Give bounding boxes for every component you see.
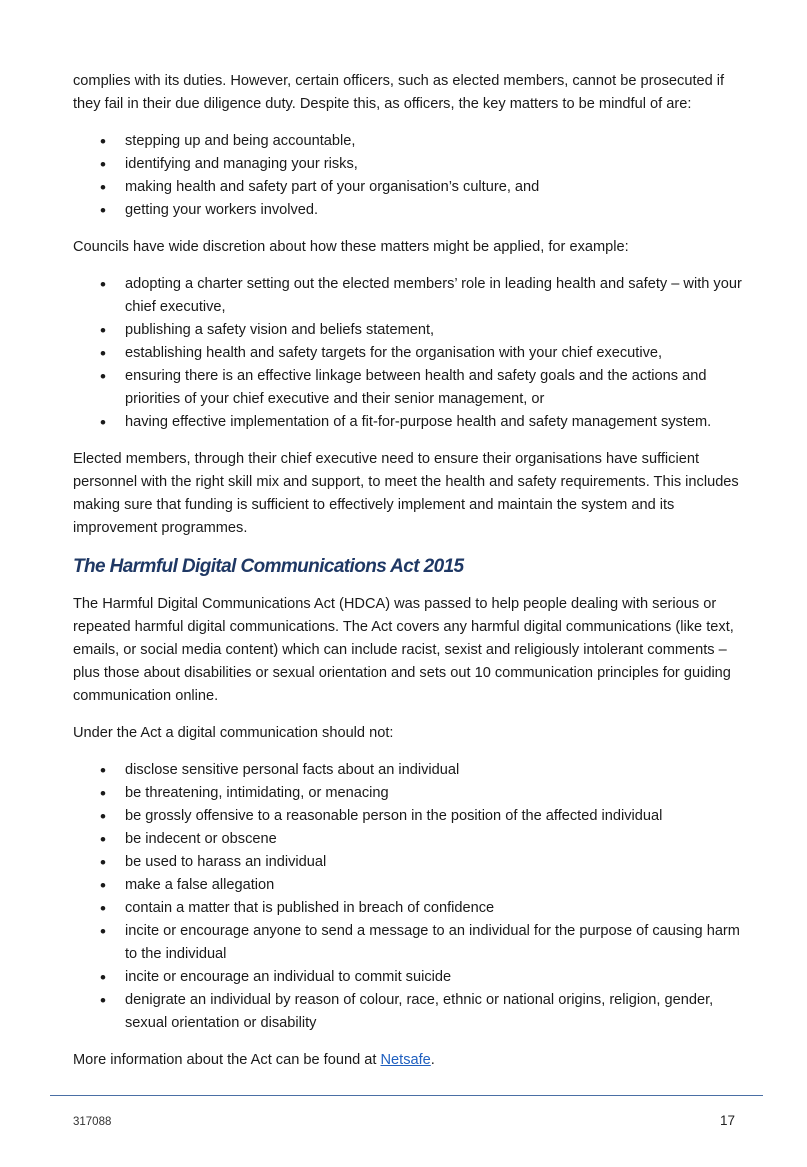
list-item: • having effective implementation of a fit-for-purpose health and safety management system. bbox=[73, 411, 745, 434]
footer-divider bbox=[50, 1095, 763, 1096]
list-item: • establishing health and safety targets for the organisation with your chief executive, bbox=[73, 342, 745, 365]
netsafe-link[interactable]: Netsafe bbox=[380, 1052, 431, 1068]
hdca-principles-list bbox=[73, 759, 745, 1035]
list-item: • getting your workers involved. bbox=[73, 199, 745, 222]
hdca-paragraph: The Harmful Digital Communications Act (HDCA) was passed to help people dealing with serious or repeated harmful digital communications. The Act covers any harmful digital communications (like text, emails, or social media content) which can include racist, sexist and religiously intolerant comments – plus those about disabilities or sexual orientation and sets out 10 communication principles for guiding communication online. bbox=[73, 596, 734, 704]
list-item: • contain a matter that is published in breach of confidence bbox=[73, 897, 745, 920]
document-id: 317088 bbox=[73, 1116, 112, 1128]
more-info-paragraph bbox=[73, 1049, 745, 1072]
resourcing-paragraph: Elected members, through their chief executive need to ensure their organisations have sufficient personnel with the right skill mix and support, to meet the health and safety requirements. This includes making sure that funding is sufficient to effectively implement and maintain the system and its improvement programmes. bbox=[73, 451, 739, 536]
list-item: • incite or encourage anyone to send a message to an individual for the purpose of causing harm to the individual bbox=[73, 920, 745, 966]
key-matters-list bbox=[73, 130, 745, 222]
discretion-examples-list bbox=[73, 273, 745, 434]
section-heading-hdca: The Harmful Digital Communications Act 2015 bbox=[73, 556, 464, 577]
list-item: • be grossly offensive to a reasonable person in the position of the affected individual bbox=[73, 805, 745, 828]
list-item: • make a false allegation bbox=[73, 874, 745, 897]
more-info-period: . bbox=[430, 1052, 435, 1068]
list-item: • publishing a safety vision and beliefs statement, bbox=[73, 319, 745, 342]
list-item: • be threatening, intimidating, or menacing bbox=[73, 782, 745, 805]
list-item: • making health and safety part of your organisation’s culture, and bbox=[73, 176, 745, 199]
list-item: • stepping up and being accountable, bbox=[73, 130, 745, 153]
intro-paragraph: complies with its duties. However, certain officers, such as elected members, cannot be prosecuted if they fail in their due diligence duty. Despite this, as officers, the key matters to be mindful of are: bbox=[73, 73, 725, 112]
page-number: 17 bbox=[719, 1113, 735, 1128]
list-item: • be indecent or obscene bbox=[73, 828, 745, 851]
list-item: • ensuring there is an effective linkage between health and safety goals and the actions and priorities of your chief executive and their senior management, or bbox=[73, 365, 745, 411]
discretion-paragraph: Councils have wide discretion about how these matters might be applied, for example: bbox=[73, 239, 629, 255]
more-info-text: More information about the Act can be found at bbox=[73, 1052, 381, 1068]
list-item: • disclose sensitive personal facts about an individual bbox=[73, 759, 745, 782]
list-item: • be used to harass an individual bbox=[73, 851, 745, 874]
list-item: • denigrate an individual by reason of colour, race, ethnic or national origins, religion, gender, sexual orientation or disability bbox=[73, 989, 745, 1035]
document-body bbox=[73, 70, 745, 1086]
list-item: • identifying and managing your risks, bbox=[73, 153, 745, 176]
list-item: • adopting a charter setting out the elected members’ role in leading health and safety – with your chief executive, bbox=[73, 273, 745, 319]
hdca-list-intro: Under the Act a digital communication should not: bbox=[73, 725, 394, 741]
list-item: • incite or encourage an individual to commit suicide bbox=[73, 966, 745, 989]
